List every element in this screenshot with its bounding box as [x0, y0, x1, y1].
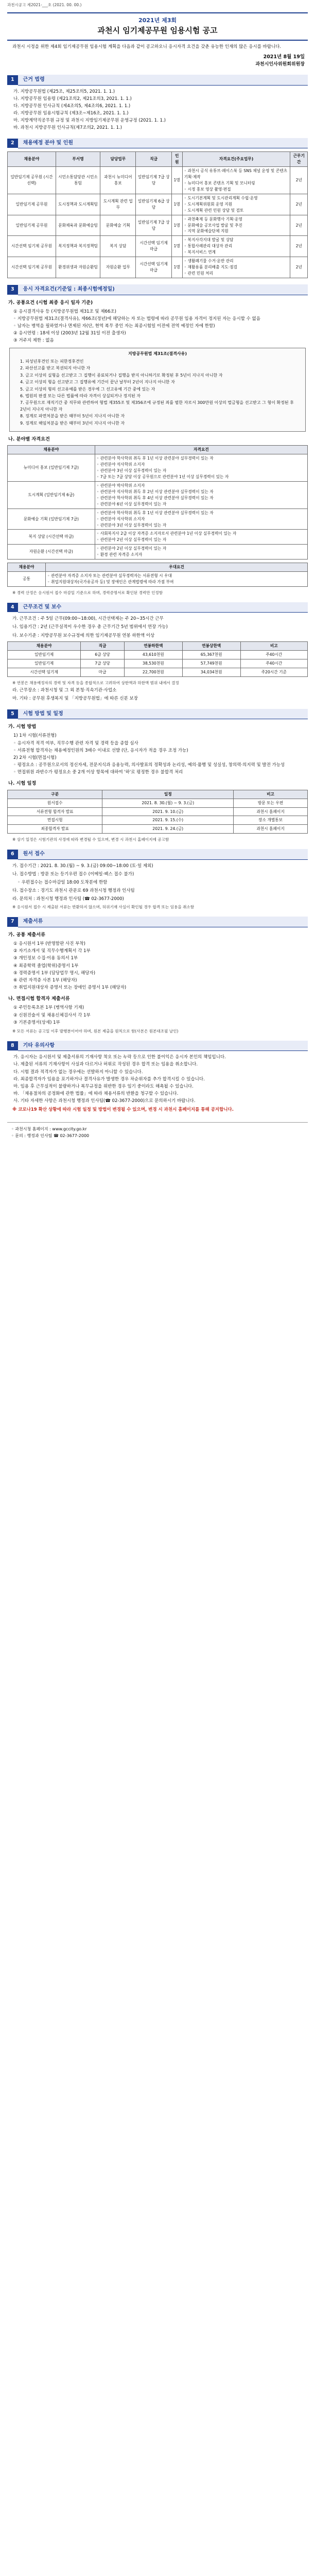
exam-item: ◦ 평정요소 : 공무원으로서의 정신자세, 전문지식과 응용능력, 의사발표의 정확성과 논리성, 예의·품행 및 성실성, 창의력·의지력 및 발전 가능성 — [13, 762, 285, 768]
doc-item: ① 응시원서 1부 (반명함판 사진 부착) — [13, 941, 85, 946]
table-cell: ◦ 관련분야 자격증 소지자 또는 관련분야 실무경력자는 서류전형 시 우대 ◦ 취업지원대상자(국가유공자 등) 및 장애인은 관계법령에 따라 가점 부여 — [46, 572, 308, 587]
exam-method-list — [13, 733, 304, 776]
table-cell: 7급 상당 — [81, 659, 125, 668]
column-header: 채용분야 — [8, 563, 46, 572]
section-label: 근무조건 및 보수 — [18, 602, 308, 613]
column-header: 우대요건 — [46, 563, 308, 572]
apply-contact: 라. 문의처 : 과천시청 행정과 인사팀 (☎ 02-3677-2000) — [12, 896, 124, 902]
section-label: 원서 접수 — [18, 849, 308, 860]
table-cell: 일반임기제 7급 상당 — [136, 167, 171, 194]
preference-table — [7, 563, 308, 587]
exam-item: 1) 1차 시험(서류전형) — [13, 733, 57, 739]
table-cell: 1명 — [171, 257, 182, 278]
laws-list — [13, 89, 304, 132]
table-cell: 시간선택 임기제 공무원 — [8, 257, 56, 278]
table-row — [8, 799, 308, 807]
qual-field-table — [7, 445, 308, 560]
table-row — [8, 807, 308, 816]
column-header: 부서명 — [56, 152, 100, 167]
table-cell: 시간선택 임기제 — [8, 668, 81, 676]
doc-item: ⑥ 관련 자격증 사본 1부 (해당자) — [13, 977, 77, 983]
date-block — [7, 54, 305, 69]
notice-number: 과천시공고 제2021-___호 (2021. 00. 00.) — [7, 3, 82, 7]
qual-common-title: 가. 공통요건 (시험 최종 응시 일자 기준) — [8, 299, 93, 306]
section-number: 6 — [7, 850, 18, 859]
table-cell: 뉴미디어 홍보 (일반임기제 7급) — [8, 454, 95, 482]
apply-method: 나. 접수방법 : 방문 또는 등기우편 접수 (이메일·팩스 접수 불가) — [12, 871, 134, 877]
disqualification-box — [9, 348, 306, 432]
law-item: 바. 과천시 지방공무원 인사규칙(제7조의2, 2021. 1. 1.) — [13, 125, 122, 131]
column-header: 담당업무 — [100, 152, 136, 167]
table-cell: 문화예술 기획 — [100, 215, 136, 236]
table-row — [8, 650, 308, 659]
table-cell: 일반임기제 공무원 — [8, 194, 56, 215]
exam-item: 2) 2차 시험(면접시험) — [13, 755, 57, 760]
section-number: 3 — [7, 285, 18, 295]
table-cell: 복지 상담 (시간선택 마급) — [8, 530, 95, 545]
table-cell: 34,034천원 — [182, 668, 240, 676]
disqual-item: 6. 법원의 판결 또는 다른 법률에 따라 자격이 상실되거나 정지된 자 — [20, 393, 141, 398]
pay-standard: 다. 보수기준 : 지방공무원 보수규정에 의한 임기제공무원 연봉 하한액 이상 — [12, 633, 155, 638]
table-cell: 문화예술 기획 (일반임기제 7급) — [8, 509, 95, 530]
section-6-heading — [7, 849, 308, 860]
doc-item: ② 자기소개서 및 직무수행계획서 각 1부 — [13, 948, 91, 954]
table-cell: ◦ 관련분야 박사학위 소지자 ◦ 관련분야 석사학위 취득 후 2년 이상 관련분야 실무경력이 있는 자 ◦ 관련분야 학사학위 취득 후 4년 이상 관련분야 실무경력이 있는 자 ◦ 관련분야 6년 이상 실무경력이 있는 자 — [95, 481, 307, 509]
career-note: ※ 경력 산정은 응시원서 접수 마감일 기준으로 하며, 경력증명서로 확인된 경력만 인정함 — [12, 590, 163, 595]
table-cell: 57,749천원 — [182, 659, 240, 668]
table-row — [8, 194, 308, 215]
table-cell: 시간선택 임기제 공무원 — [8, 236, 56, 257]
title-box — [7, 12, 308, 41]
table-cell: 자원순환 (시간선택 마급) — [8, 545, 95, 560]
doc-item: ② 신원진술서 및 채용신체검사서 각 1부 — [13, 1012, 91, 1018]
table-row — [8, 825, 308, 834]
table-cell: 시민소통담당관 시민소통팀 — [56, 167, 100, 194]
docs-interview-list — [13, 1005, 304, 1026]
section-1-heading — [7, 75, 308, 86]
section-label: 근거 법령 — [18, 75, 308, 86]
announce-date: 2021년 8월 19일 — [263, 54, 305, 60]
table-cell: 시간선택 임기제 마급 — [136, 236, 171, 257]
table-cell: 2년 — [290, 167, 308, 194]
qual-item: ② 응시연령 : 18세 이상 (2003년 12월 31일 이전 출생자) — [13, 331, 126, 336]
doc-item: ⑤ 경력증명서 1부 (담당업무 명시, 해당자) — [13, 970, 96, 976]
column-header: 연봉하한액 — [124, 641, 182, 650]
qual-item: ① 응시결격사유 등 (지방공무원법 제31조 및 제66조) — [13, 309, 116, 314]
table-row — [8, 659, 308, 668]
table-cell: 방문 또는 우편 — [234, 799, 308, 807]
table-cell: 도시계획 관련 업무 — [100, 194, 136, 215]
issuer: 과천시인사위원회위원장 — [255, 62, 305, 67]
column-header: 일정 — [102, 790, 234, 799]
table-cell: 과천시 홈페이지 — [234, 807, 308, 816]
table-cell: 공통 — [8, 572, 46, 587]
section-7-heading — [7, 917, 308, 927]
law-item: 가. 지방공무원법 (제25조, 제25조의5, 2021. 1. 1.) — [13, 89, 115, 94]
table-cell: 2년 — [290, 257, 308, 278]
intro-text: 과천시 시정을 위한 제4회 임기제공무원 임용시험 계획을 다음과 같이 공고하오니 응시자격 요건을 갖춘 유능한 인재의 많은 응시를 바랍니다. — [12, 44, 282, 50]
doc-item: ① 주민등록초본 1부 (병역사항 기재) — [13, 1005, 84, 1011]
section-number: 5 — [7, 709, 18, 719]
table-cell: ◦ 관련분야 2년 이상 실무경력이 있는 자 ◦ 환경 관련 자격증 소지자 — [95, 545, 307, 560]
column-header: 직급 — [81, 641, 125, 650]
table-cell: 1명 — [171, 194, 182, 215]
table-row — [8, 215, 308, 236]
table-row — [8, 481, 308, 509]
column-header: 연봉상한액 — [182, 641, 240, 650]
table-row — [8, 167, 308, 194]
table-cell: 2년 — [290, 194, 308, 215]
apply-place: 다. 접수장소 : 경기도 과천시 관문로 69 과천시청 행정과 인사팀 — [12, 888, 135, 894]
table-cell: 2021. 8. 30.(월) ~ 9. 3.(금) — [102, 799, 234, 807]
qual-field-title: 나. 분야별 자격요건 — [8, 436, 50, 442]
table-cell: ◦ 과천축제 등 문화행사 기획·운영 ◦ 문화예술 공모사업 발굴 및 추진 ◦ 지역 문화예술단체 지원 — [182, 215, 290, 236]
footer — [7, 1122, 308, 1140]
table-cell: 2021. 9. 10.(금) — [102, 807, 234, 816]
law-item: 라. 지방공무원 임용시험규칙 (제3조~제16조, 2021. 1. 1.) — [13, 111, 129, 116]
table-cell: 43,610천원 — [124, 650, 182, 659]
doc-item: ⑦ 취업지원대상자 증명서 또는 장애인 증명서 1부 (해당자) — [13, 985, 127, 991]
table-cell: 1명 — [171, 167, 182, 194]
section-label: 채용예정 분야 및 인원 — [18, 138, 308, 149]
table-cell: 1명 — [171, 215, 182, 236]
doc-item: ④ 최종학력 졸업(학위)증명서 1부 — [13, 963, 79, 969]
etc-item: 라. 최종합격자가 임용을 포기하거나 결격사유가 발생한 경우 차순위자를 추가 합격시킬 수 있습니다. — [13, 1076, 205, 1082]
table-cell: ◦ 과천시 공식 유튜브·페이스북 등 SNS 채널 운영 및 콘텐츠 기획·제작 ◦ 뉴미디어 홍보 콘텐츠 기획 및 모니터링 ◦ 시정 홍보 영상 촬영·편집 — [182, 167, 290, 194]
table-cell: 일반임기제 6급 상당 — [136, 194, 171, 215]
etc-item: 나. 제출된 서류의 기재사항이 사실과 다르거나 허위로 작성된 경우 합격 또는 임용을 취소합니다. — [13, 1062, 198, 1067]
disqual-item: 8. 징계로 파면처분을 받은 때부터 5년이 지나지 아니한 자 — [20, 414, 125, 419]
table-cell: 일반임기제 공무원 (시간선택) — [8, 167, 56, 194]
section-label: 기타 유의사항 — [18, 1041, 308, 1052]
section-number: 1 — [7, 75, 18, 85]
schedule-note: ※ 상기 일정은 시험기관의 사정에 따라 변경될 수 있으며, 변경 시 과천시 홈페이지에 공고함 — [12, 837, 169, 842]
table-row — [8, 572, 308, 587]
column-header: 비고 — [234, 790, 308, 799]
table-cell: 65,367천원 — [182, 650, 240, 659]
table-cell: 복지정책과 복지정책팀 — [56, 236, 100, 257]
table-row — [8, 454, 308, 482]
table-cell: 문화체육과 문화예술팀 — [56, 215, 100, 236]
table-cell: 2021. 9. 24.(금) — [102, 825, 234, 834]
table-cell: 면접시험 — [8, 816, 102, 825]
exam-method-title: 가. 시험 방법 — [8, 724, 37, 730]
docs-note: ※ 모든 서류는 공고일 이후 발행분이어야 하며, 원본 제출을 원칙으로 함(사본은 원본대조필 날인) — [12, 1028, 179, 1033]
exam-item: ◦ 서류전형 합격자는 채용예정인원의 3배수 이내로 선발 (단, 응시자가 적을 경우 조정 가능) — [13, 748, 188, 753]
law-item: 다. 지방공무원 인사규칙 (제4조의5, 제4조의6, 2021. 1. 1.) — [13, 103, 131, 109]
positions-table — [7, 151, 308, 278]
section-label: 시험 방법 및 일정 — [18, 709, 308, 720]
table-cell: ◦ 관련분야 학사학위 취득 후 1년 이상 관련분야 실무경력이 있는 자 ◦ 관련분야 석사학위 소지자 ◦ 관련분야 3년 이상 실무경력이 있는 자 — [95, 509, 307, 530]
salary-table — [7, 641, 308, 677]
work-place: 라. 근무장소 : 과천시청 및 그 외 본청·직속기관·사업소 — [12, 688, 117, 693]
qual-item: ③ 거주지 제한 : 없음 — [13, 338, 54, 344]
docs-interview-title: 나. 면접시험 합격자 제출서류 — [8, 996, 70, 1002]
section-number: 2 — [7, 139, 18, 148]
etc-item: 사. 기타 자세한 사항은 과천시청 행정과 인사팀(☎ 02-3677-2000)으로 문의하시기 바랍니다. — [13, 1098, 196, 1104]
column-header: 구분 — [8, 790, 102, 799]
section-2-heading — [7, 138, 308, 149]
table-cell: 서류전형 합격자 발표 — [8, 807, 102, 816]
table-cell: 2년 — [290, 236, 308, 257]
table-cell: ◦ 사회복지사 2급 이상 자격증 소지자로서 관련분야 1년 이상 실무경력이 있는 자 ◦ 관련분야 2년 이상 실무경력이 있는 자 — [95, 530, 307, 545]
table-cell: 일반임기제 — [8, 659, 81, 668]
salary-note: ※ 연봉은 채용예정자의 경력 및 자격 등을 종합적으로 고려하여 상한액과 하한액 범위 내에서 결정 — [12, 680, 179, 685]
docs-common-title: 가. 공통 제출서류 — [8, 931, 46, 938]
table-row — [8, 236, 308, 257]
exam-schedule-title: 나. 시험 일정 — [8, 781, 37, 787]
table-row — [8, 530, 308, 545]
table-cell: 주20시간 기준 — [240, 668, 307, 676]
covid-warning: ※ 코로나19 확산 상황에 따라 시험 일정 및 방법이 변경될 수 있으며, 변경 시 과천시 홈페이지를 통해 공지합니다. — [12, 1107, 234, 1113]
table-cell: 2년 — [290, 215, 308, 236]
page-title: 과천시 임기제공무원 임용시험 공고 — [97, 26, 218, 36]
disqualification-list — [20, 359, 297, 427]
table-cell: ◦ 도시기본계획 및 도시관리계획 수립·운영 ◦ 도시계획위원회 운영 지원 ◦ 도시계획 관련 민원 상담 및 검토 — [182, 194, 290, 215]
section-label: 제출서류 — [18, 917, 308, 927]
footer-contact: ◦ 문의 : 행정과 인사팀 ☎ 02-3677-2000 — [11, 1133, 90, 1138]
table-cell: ◦ 생활폐기물 수거·운반 관리 ◦ 재활용품 분리배출 지도·점검 ◦ 관련 민원 처리 — [182, 257, 290, 278]
table-row — [8, 668, 308, 676]
disqual-item: 5. 금고 이상의 형의 선고유예를 받은 경우에 그 선고유예 기간 중에 있는 자 — [20, 386, 155, 392]
column-header: 채용분야 — [8, 641, 81, 650]
work-condition: 가. 근무조건 : 주 5일 근무(09:00~18:00), 시간선택제는 주 20~35시간 근무 — [12, 616, 164, 622]
qual-common-list — [13, 309, 304, 345]
table-cell: 38,530천원 — [124, 659, 182, 668]
table-cell: 환경위생과 자원순환팀 — [56, 257, 100, 278]
table-cell: 최종합격자 발표 — [8, 825, 102, 834]
table-row — [8, 545, 308, 560]
table-cell: 주40시간 — [240, 659, 307, 668]
table-cell: 시간선택 임기제 마급 — [136, 257, 171, 278]
qual-item: ◦ 지방공무원법 제31조(결격사유), 제66조(정년)에 해당하는 자 또는 법령에 따라 공무원 임용 자격이 정지된 자는 응시할 수 없음 — [13, 316, 260, 321]
year-line: 2021년 제3회 — [138, 17, 177, 24]
footer-homepage-link[interactable]: ◦ 과천시청 홈페이지 : www.gccity.go.kr — [11, 1126, 87, 1131]
apply-period: 가. 접수기간 : 2021. 8. 30.(월) ~ 9. 3.(금) 09:00~18:00 (토·일 제외) — [12, 863, 153, 869]
table-cell: 자원순환 업무 — [100, 257, 136, 278]
schedule-table — [7, 790, 308, 834]
section-label: 응시 자격요건(기준일 : 최종시험예정일) — [18, 284, 308, 295]
disqual-item: 4. 금고 이상의 형을 선고받고 그 집행유예 기간이 끝난 날부터 2년이 지나지 아니한 자 — [20, 380, 175, 385]
table-cell: 마급 — [81, 668, 125, 676]
docs-common-list — [13, 941, 304, 991]
section-3-heading — [7, 284, 308, 295]
table-row — [8, 509, 308, 530]
table-cell: ◦ 관련분야 학사학위 취득 후 1년 이상 관련분야 실무경력이 있는 자 ◦ 관련분야 석사학위 소지자 ◦ 관련분야 3년 이상 실무경력이 있는 자 ◦ 7급 또는 7급 상당 이상 공무원으로 관련분야 1년 이상 실무경력이 있는 자 — [95, 454, 307, 482]
column-header: 채용분야 — [8, 446, 95, 454]
table-cell: 장소 개별통보 — [234, 816, 308, 825]
etc-list — [13, 1054, 304, 1105]
box-title: 지방공무원법 제31조(결격사유) — [128, 351, 187, 356]
column-header: 자격요건 — [95, 446, 307, 454]
table-cell: 도시계획 (일반임기제 6급) — [8, 481, 95, 509]
disqual-item: 9. 징계로 해임처분을 받은 때부터 3년이 지나지 아니한 자 — [20, 420, 125, 426]
exam-item: ◦ 면접위원 과반수가 평정요소 중 2개 이상 항목에 대하여 '하'로 평정한 경우 불합격 처리 — [13, 770, 183, 775]
table-cell: ◦ 복지사각지대 발굴 및 상담 ◦ 통합사례관리 대상자 관리 ◦ 복지서비스 연계 — [182, 236, 290, 257]
etc-item: 가. 응시자는 응시원서 및 제출서류의 기재사항 착오 또는 누락 등으로 인한 불이익은 응시자 본인의 책임입니다. — [13, 1055, 226, 1060]
column-header: 직급 — [136, 152, 171, 167]
table-cell: 도시정책과 도시계획팀 — [56, 194, 100, 215]
work-etc: 마. 기타 : 공무원 후생복지 및 「지방공무원법」에 따른 신분 보장 — [12, 696, 138, 702]
table-row — [8, 257, 308, 278]
table-cell: 6급 상당 — [81, 650, 125, 659]
table-cell: 과천시 홈페이지 — [234, 825, 308, 834]
etc-item: 바. 「채용절차의 공정화에 관한 법률」에 따라 채용서류의 반환을 청구할 수 있습니다. — [13, 1091, 179, 1097]
disqual-item: 7. 공무원으로 재직기간 중 직무와 관련하여 형법 제355조 및 제356조에 규정된 죄를 범한 자로서 300만원 이상의 벌금형을 선고받고 그 형이 확정된 후 2년이 지나지 아니한 자 — [20, 400, 294, 412]
section-8-heading — [7, 1041, 308, 1052]
apply-note: ※ 응시원서 접수 시 제출된 서류는 반환하지 않으며, 허위기재 사실이 확인될 경우 합격 또는 임용을 취소함 — [12, 905, 195, 910]
table-cell: 일반임기제 7급 상당 — [136, 215, 171, 236]
section-5-heading — [7, 709, 308, 720]
table-cell: 1명 — [171, 236, 182, 257]
work-period: 나. 임용기간 : 2년 (근무실적이 우수한 경우 총 근무기간 5년 범위에서 연장 가능) — [12, 624, 168, 630]
table-cell: 복지 상담 — [100, 236, 136, 257]
disqual-item: 2. 파산선고를 받고 복권되지 아니한 자 — [20, 366, 91, 371]
etc-item: 다. 시험 결과 적격자가 없는 경우에는 선발하지 아니할 수 있습니다. — [13, 1069, 143, 1075]
table-cell: 과천시 뉴미디어 홍보 — [100, 167, 136, 194]
section-number: 7 — [7, 917, 18, 927]
section-number: 8 — [7, 1041, 18, 1051]
notice-page — [0, 0, 315, 1160]
qual-item: ◦ 남자는 병역을 필하였거나 면제된 자(단, 현역 복무 중인 자는 최종시험일 이전에 전역 예정인 자에 한함) — [13, 324, 215, 329]
column-header: 채용분야 — [8, 152, 56, 167]
table-row — [8, 816, 308, 825]
law-item: 나. 지방공무원 임용령 (제21조의2, 제21조의3, 2021. 1. 1.) — [13, 96, 132, 101]
law-item: 마. 지방계약직공무원 규정 및 과천시 지방임기제공무원 운영규정 (2021. 1. 1.) — [13, 118, 166, 124]
column-header: 비고 — [240, 641, 307, 650]
column-header: 근무기간 — [290, 152, 308, 167]
doc-item: ③ 개인정보 수집·이용 동의서 1부 — [13, 956, 78, 961]
disqual-item: 1. 피성년후견인 또는 피한정후견인 — [20, 359, 84, 364]
table-cell: 2021. 9. 15.(수) — [102, 816, 234, 825]
exam-item: ◦ 응시자격 적격 여부, 직무수행 관련 자격 및 경력 등을 종합 심사 — [13, 740, 138, 746]
table-cell: 일반임기제 — [8, 650, 81, 659]
section-4-heading — [7, 602, 308, 613]
column-header: 인원 — [171, 152, 182, 167]
etc-item: 마. 임용 후 근무실적이 불량하거나 복무규정을 위반한 경우 임기 중이라도 해촉될 수 있습니다. — [13, 1083, 194, 1089]
disqual-item: 3. 금고 이상의 실형을 선고받고 그 집행이 종료되거나 집행을 받지 아니하기로 확정된 후 5년이 지나지 아니한 자 — [20, 372, 223, 378]
column-header: 자격요건(주요업무) — [182, 152, 290, 167]
table-cell: 일반임기제 공무원 — [8, 215, 56, 236]
apply-mail-note: ◦ 우편접수는 접수마감일 18:00 도착분에 한함 — [18, 879, 108, 885]
section-number: 4 — [7, 603, 18, 613]
table-cell: 주40시간 — [240, 650, 307, 659]
table-cell: 원서접수 — [8, 799, 102, 807]
table-cell: 22,700천원 — [124, 668, 182, 676]
doc-item: ③ 기본증명서(상세) 1부 — [13, 1020, 60, 1025]
